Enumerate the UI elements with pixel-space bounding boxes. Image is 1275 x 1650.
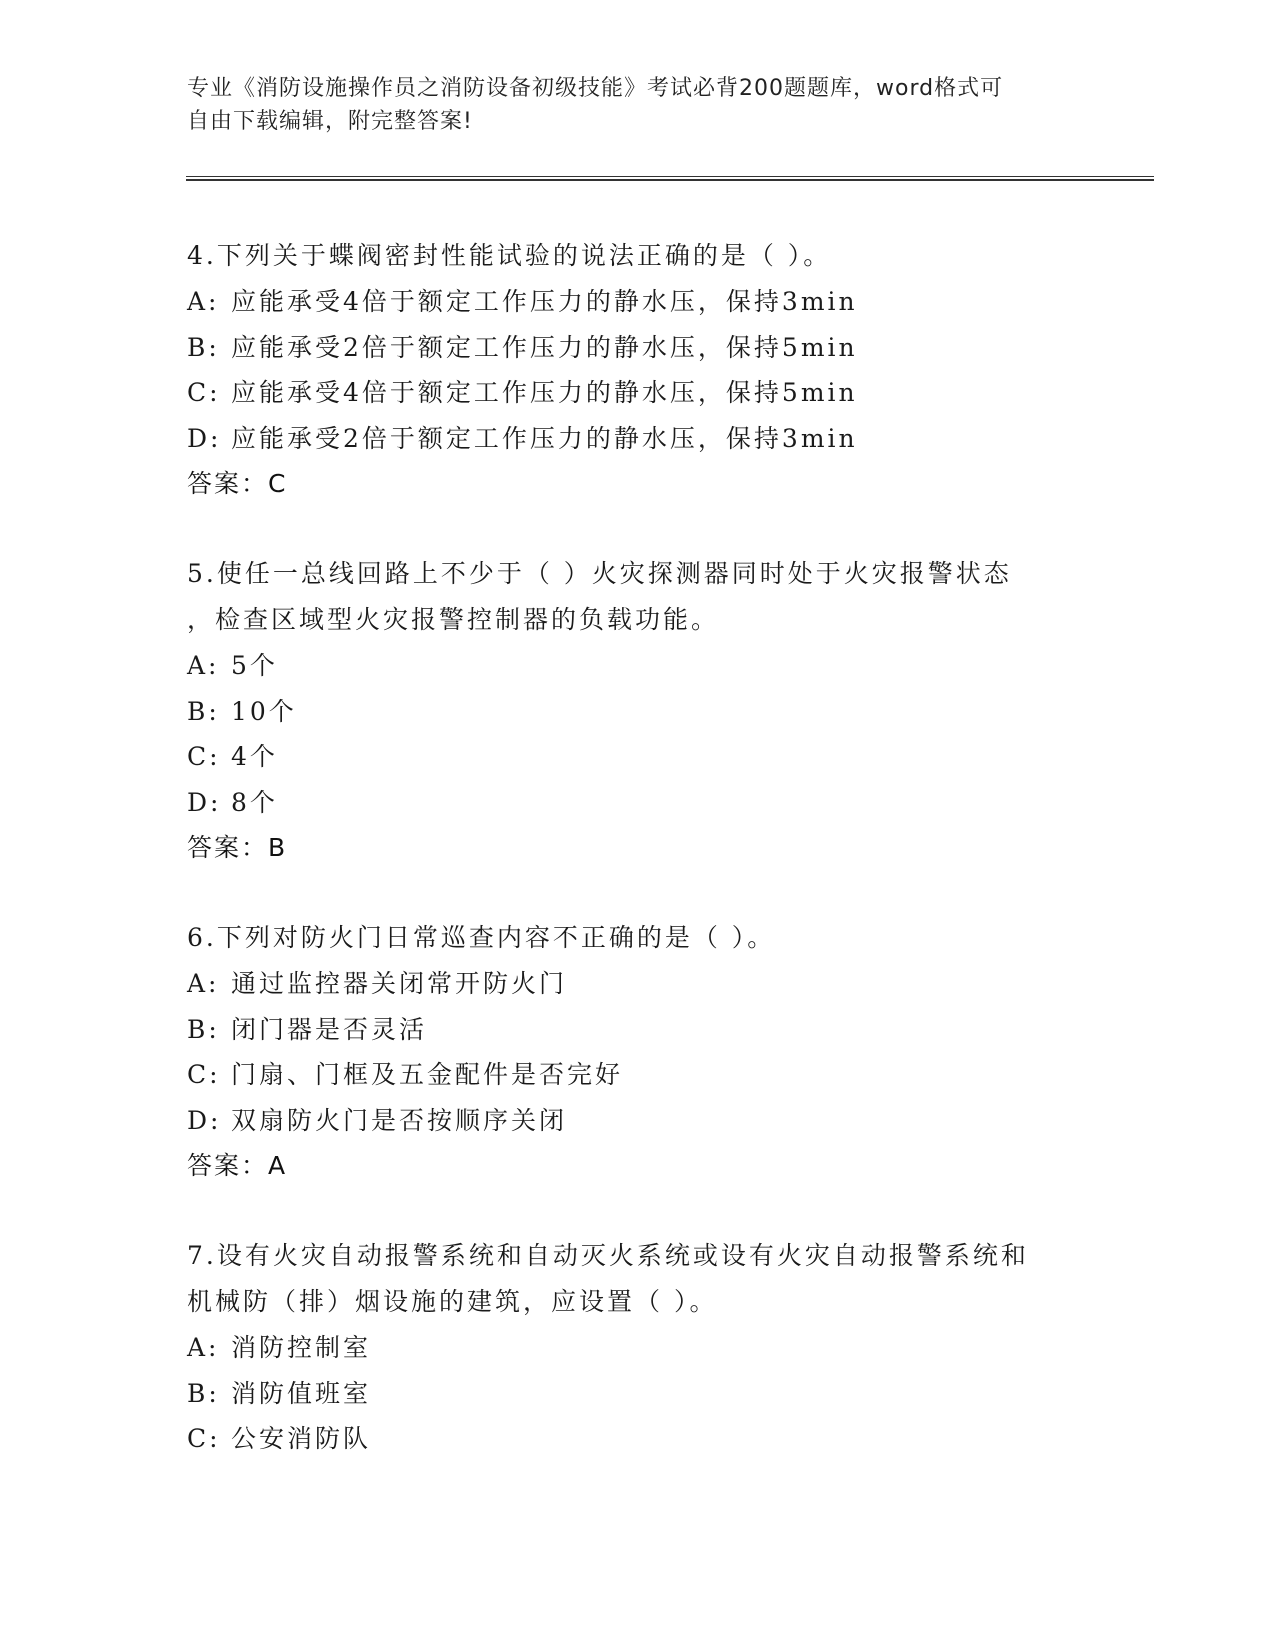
option-d [187,416,1067,462]
option-b [187,1371,1067,1417]
option-text: 应能承受2倍于额定工作压力的静水压，保持5min [231,332,858,362]
header-line-2: 自由下载编辑，附完整答案! [187,109,473,134]
option-a [187,1325,1067,1371]
question-stem-line-1: 5.使任一总线回路上不少于（ ）火灾探测器同时处于火灾报警状态 [187,559,1012,588]
answer-line: 答案：C [187,469,288,498]
option-c [187,734,1067,780]
option-c [187,1052,1067,1098]
option-text: 8个 [231,787,278,817]
option-b [187,689,1067,735]
option-letter: C: [187,1060,221,1089]
option-letter: A: [187,651,220,680]
option-letter: B: [187,1378,220,1408]
document-header [187,72,1067,138]
option-letter: C: [187,742,221,771]
question-stem-line-2: ，检查区域型火灾报警控制器的负载功能。 [187,605,720,634]
question-6 [187,915,1067,1189]
option-letter: D: [187,787,222,817]
question-stem: 4.下列关于蝶阀密封性能试验的说法正确的是（ ）。 [187,241,832,270]
option-letter: A: [187,969,220,998]
option-a [187,643,1067,689]
option-text: 消防控制室 [231,1333,372,1362]
answer-line: 答案：B [187,833,288,862]
option-letter: B: [187,332,220,362]
header-line-1: 专业《消防设施操作员之消防设备初级技能》考试必背200题题库，word格式可 [187,76,1004,101]
question-5 [187,551,1067,871]
option-c [187,370,1067,416]
option-text: 应能承受4倍于额定工作压力的静水压，保持5min [231,378,858,407]
option-text: 5个 [231,651,278,680]
option-text: 门扇、门框及五金配件是否完好 [231,1060,624,1089]
option-letter: A: [187,287,220,316]
option-text: 双扇防火门是否按顺序关闭 [231,1105,568,1135]
option-a [187,961,1067,1007]
option-text: 10个 [231,696,297,726]
option-d [187,780,1067,826]
option-letter: D: [187,423,222,453]
option-c [187,1416,1067,1462]
option-letter: C: [187,378,221,407]
option-letter: C: [187,1424,221,1453]
header-divider [186,176,1154,181]
option-a [187,279,1067,325]
option-text: 闭门器是否灵活 [231,1014,428,1044]
option-text: 4个 [231,742,278,771]
option-letter: B: [187,696,220,726]
question-stem-line-1: 7.设有火灾自动报警系统和自动灭火系统或设有火灾自动报警系统和 [187,1241,1029,1270]
option-text: 公安消防队 [231,1424,372,1453]
question-list [187,233,1067,1506]
option-letter: B: [187,1014,220,1044]
question-stem-line-2: 机械防（排）烟设施的建筑，应设置（ ）。 [187,1287,718,1316]
question-7 [187,1233,1067,1462]
option-text: 通过监控器关闭常开防火门 [231,969,568,998]
option-letter: D: [187,1105,222,1135]
option-b [187,1007,1067,1053]
option-b [187,325,1067,371]
answer-line: 答案：A [187,1151,288,1180]
question-stem: 6.下列对防火门日常巡查内容不正确的是（ ）。 [187,923,776,952]
option-text: 消防值班室 [231,1378,372,1408]
option-d [187,1098,1067,1144]
question-4 [187,233,1067,507]
option-text: 应能承受2倍于额定工作压力的静水压，保持3min [231,423,858,453]
option-text: 应能承受4倍于额定工作压力的静水压，保持3min [231,287,858,316]
option-letter: A: [187,1333,220,1362]
